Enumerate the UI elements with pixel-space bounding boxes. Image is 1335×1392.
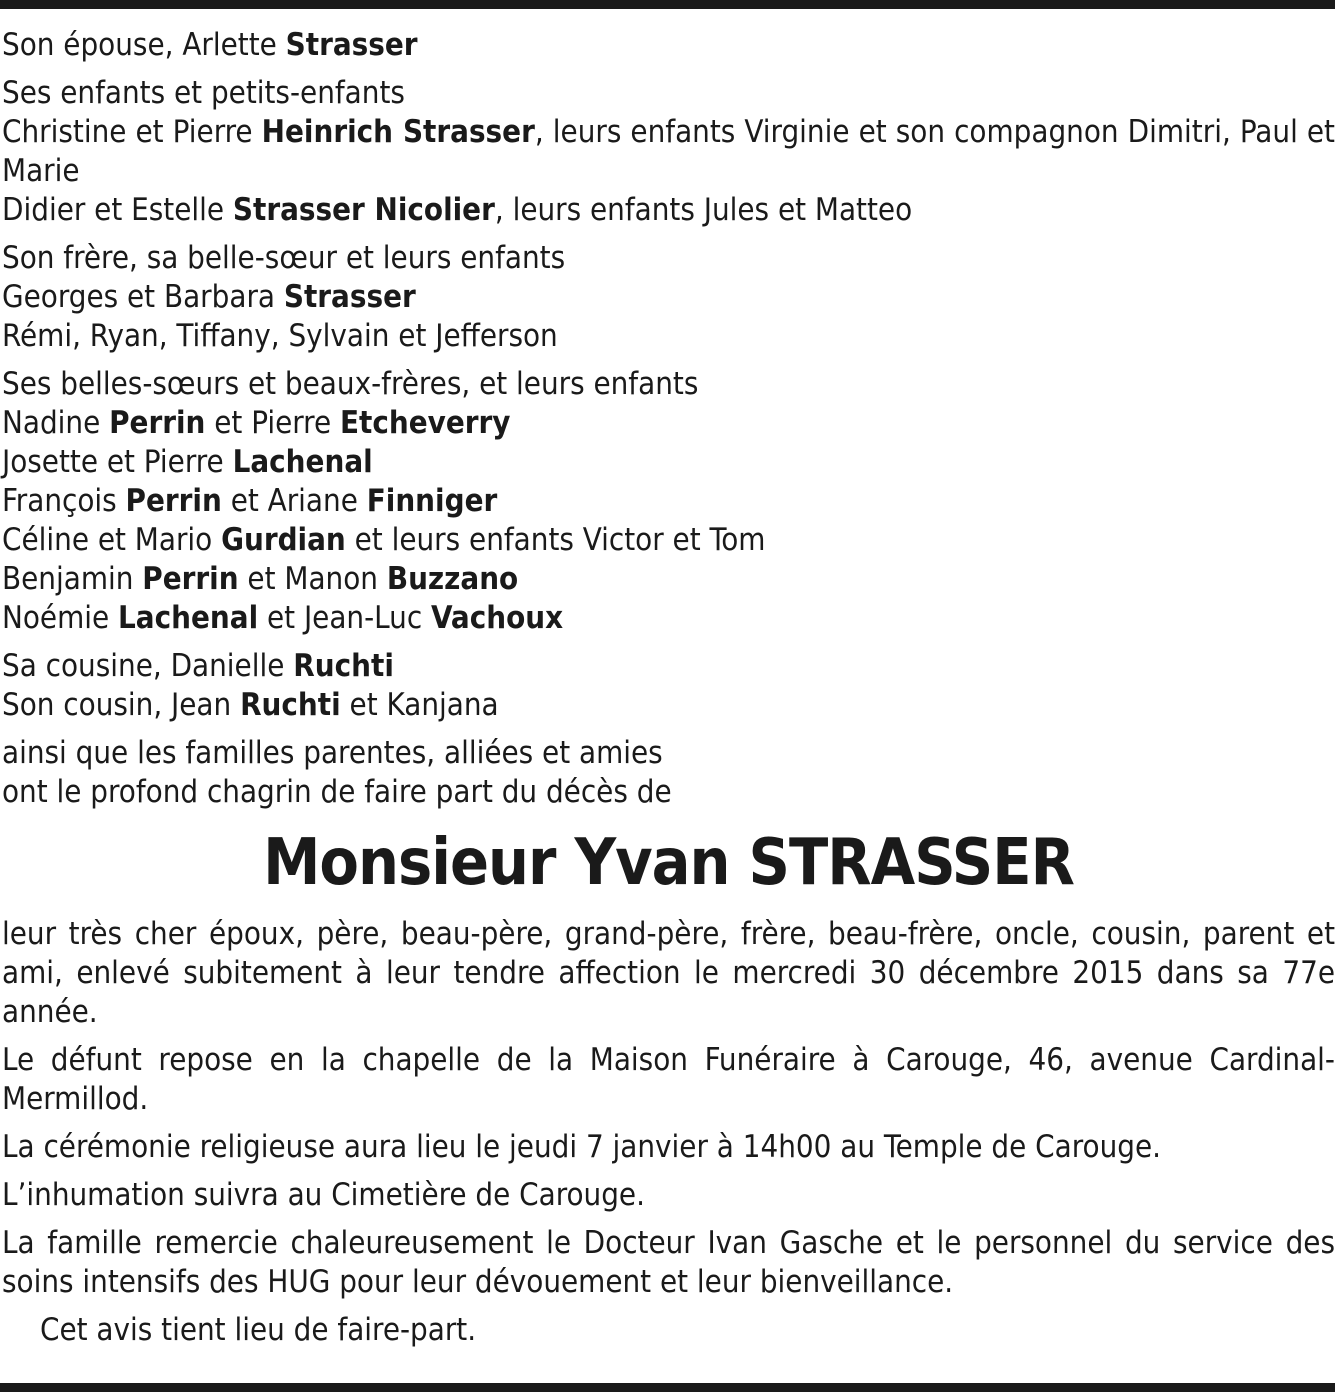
family-line bbox=[2, 734, 1335, 773]
text-segment: Son épouse, Arlette bbox=[2, 27, 286, 63]
family-line bbox=[2, 482, 1335, 521]
text-segment: Ses belles-sœurs et beaux-frères, et leurs enfants bbox=[2, 366, 699, 402]
text-segment: Georges et Barbara bbox=[2, 279, 284, 315]
text-segment: , leurs enfants Jules et Matteo bbox=[494, 192, 913, 228]
surname: Gurdian bbox=[221, 522, 346, 558]
surname: Lachenal bbox=[118, 600, 259, 636]
family-line bbox=[2, 113, 1335, 191]
family-list bbox=[2, 26, 1335, 812]
text-segment: et Jean-Luc bbox=[258, 600, 432, 636]
text-segment: François bbox=[2, 483, 126, 519]
surname: Finniger bbox=[366, 483, 498, 519]
text-segment: Ses enfants et petits-enfants bbox=[2, 75, 405, 111]
family-group bbox=[2, 734, 1335, 812]
surname: Vachoux bbox=[431, 600, 564, 636]
obituary-notice bbox=[2, 26, 1335, 1359]
family-line bbox=[2, 239, 1335, 278]
surname: Buzzano bbox=[386, 561, 519, 597]
text-segment: et Ariane bbox=[221, 483, 367, 519]
text-segment: Noémie bbox=[2, 600, 119, 636]
text-segment: Céline et Mario bbox=[2, 522, 222, 558]
text-segment: et leurs enfants Victor et Tom bbox=[345, 522, 766, 558]
text-segment: et Kanjana bbox=[340, 687, 499, 723]
family-line bbox=[2, 74, 1335, 113]
text-segment: Son cousin, Jean bbox=[2, 687, 241, 723]
surname: Strasser bbox=[283, 279, 416, 315]
text-segment: Josette et Pierre bbox=[2, 444, 233, 480]
notice-paragraph-3: La cérémonie religieuse aura lieu le jeudi 7 janvier à 14h00 au Temple de Carouge. bbox=[2, 1129, 1161, 1165]
surname: Perrin bbox=[142, 561, 239, 597]
family-line bbox=[2, 278, 1335, 317]
text-segment: Didier et Estelle bbox=[2, 192, 233, 228]
family-line bbox=[2, 191, 1335, 230]
family-line bbox=[2, 443, 1335, 482]
text-segment: Rémi, Ryan, Tiffany, Sylvain et Jefferson bbox=[2, 318, 558, 354]
text-segment: ont le profond chagrin de faire part du décès de bbox=[2, 774, 672, 810]
notice-paragraph-2: Le défunt repose en la chapelle de la Maison Funéraire à Carouge, 46, avenue Cardinal-Mermillod. bbox=[2, 1042, 1335, 1117]
surname: Perrin bbox=[109, 405, 206, 441]
text-segment: Nadine bbox=[2, 405, 110, 441]
text-segment: ainsi que les familles parentes, alliées et amies bbox=[2, 735, 663, 771]
family-group bbox=[2, 74, 1335, 230]
family-line bbox=[2, 686, 1335, 725]
surname: Lachenal bbox=[232, 444, 373, 480]
text-segment: Christine et Pierre bbox=[2, 114, 262, 150]
family-group bbox=[2, 239, 1335, 356]
text-segment: Sa cousine, Danielle bbox=[2, 648, 294, 684]
text-segment: Benjamin bbox=[2, 561, 143, 597]
deceased-name: Monsieur Yvan STRASSER bbox=[263, 826, 1074, 900]
family-line bbox=[2, 26, 1335, 65]
family-line bbox=[2, 521, 1335, 560]
text-segment: Son frère, sa belle-sœur et leurs enfants bbox=[2, 240, 566, 276]
surname: Strasser Nicolier bbox=[232, 192, 495, 228]
notice-paragraph-5: La famille remercie chaleureusement le Docteur Ivan Gasche et le personnel du service des soins intensifs des HUG pour leur dévouement et leur bienveillance. bbox=[2, 1225, 1335, 1300]
family-group bbox=[2, 26, 1335, 65]
surname: Ruchti bbox=[293, 648, 394, 684]
family-line bbox=[2, 365, 1335, 404]
notice-paragraph-4: L’inhumation suivra au Cimetière de Carouge. bbox=[2, 1177, 645, 1213]
family-group bbox=[2, 365, 1335, 638]
text-segment: et Manon bbox=[238, 561, 387, 597]
notice-paragraph-1: leur très cher époux, père, beau-père, grand-père, frère, beau-frère, oncle, cousin, parent et ami, enlevé subitement à leur tendre affection le mercredi 30 décembre 2015 dans sa 77e année. bbox=[2, 916, 1335, 1030]
closing-line: Cet avis tient lieu de faire-part. bbox=[40, 1312, 477, 1348]
text-segment: et Pierre bbox=[205, 405, 340, 441]
family-line bbox=[2, 773, 1335, 812]
surname: Ruchti bbox=[240, 687, 341, 723]
family-group bbox=[2, 647, 1335, 725]
family-line bbox=[2, 404, 1335, 443]
text-segment: , leurs enfants Virginie et son compagnon Dimitri, Paul et Marie bbox=[2, 114, 1335, 189]
family-line bbox=[2, 647, 1335, 686]
family-line bbox=[2, 560, 1335, 599]
top-rule bbox=[0, 0, 1335, 9]
surname: Strasser bbox=[285, 27, 418, 63]
family-line bbox=[2, 317, 1335, 356]
surname: Heinrich Strasser bbox=[261, 114, 535, 150]
surname: Perrin bbox=[125, 483, 222, 519]
family-line bbox=[2, 599, 1335, 638]
bottom-rule bbox=[0, 1383, 1335, 1392]
surname: Etcheverry bbox=[339, 405, 511, 441]
